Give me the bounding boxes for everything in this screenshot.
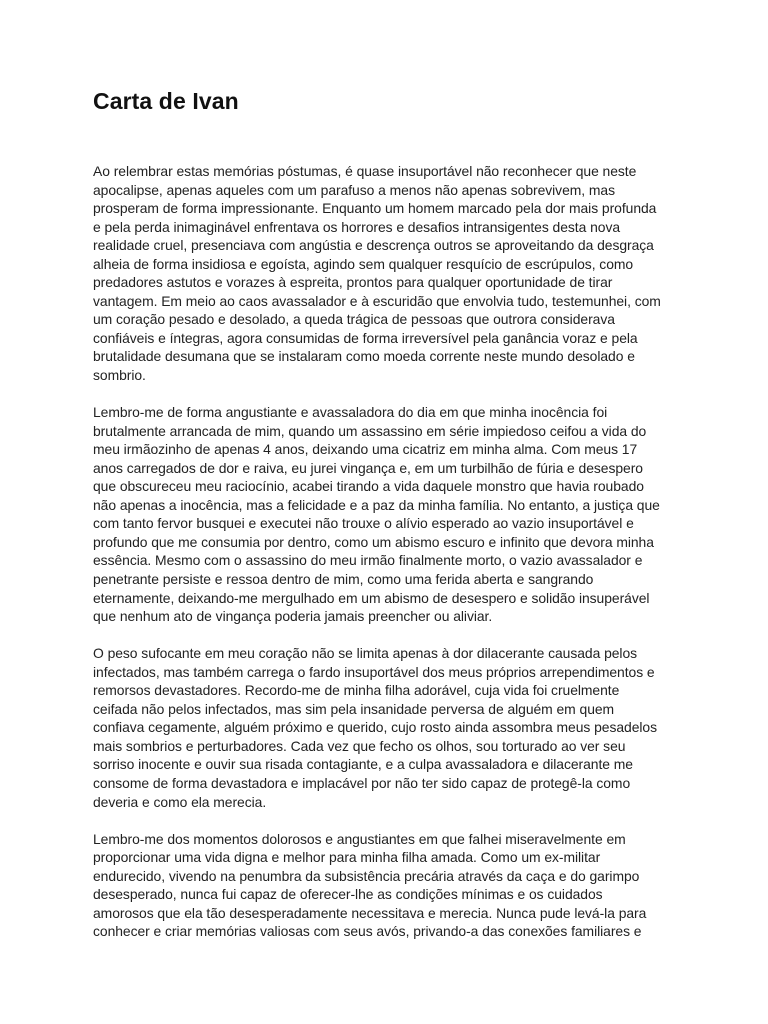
paragraph-2: Lembro-me de forma angustiante e avassaladora do dia em que minha inocência foi brutalmente arrancada de mim, quando um assassino em série impiedoso ceifou a vida do meu irmãozinho de apenas 4 anos, deixando uma cicatriz em minha alma. Com meus 17 anos carregados de dor e raiva, eu jurei vingança e, em um turbilhão de fúria e desespero que obscureceu meu raciocínio, acabei tirando a vida daquele monstro que havia roubado não apenas a inocência, mas a felicidade e a paz da minha família. No entanto, a justiça que com tanto fervor busquei e executei não trouxe o alívio esperado ao vazio insuportável e profundo que me consumia por dentro, como um abismo escuro e infinito que devora minha essência. Mesmo com o assassino do meu irmão finalmente morto, o vazio avassalador e penetrante persiste e ressoa dentro de mim, como uma ferida aberta e sangrando eternamente, deixando-me mergulhado em um abismo de desespero e solidão insuperável que nenhum ato de vingança poderia jamais preencher ou aliviar. <box>93 404 660 625</box>
paragraph-3: O peso sufocante em meu coração não se limita apenas à dor dilacerante causada pelos infectados, mas também carrega o fardo insuportável dos meus próprios arrependimentos e remorsos devastadores. Recordo-me de minha filha adorável, cuja vida foi cruelmente ceifada não pelos infectados, mas sim pela insanidade perversa de alguém em quem confiava cegamente, alguém próximo e querido, cujo rosto ainda assombra meus pesadelos mais sombrios e perturbadores. Cada vez que fecho os olhos, sou torturado ao ver seu sorriso inocente e ouvir sua risada contagiante, e a culpa avassaladora e dilacerante me consome de forma devastadora e implacável por não ter sido capaz de protegê-la como deveria e como ela merecia. <box>93 645 657 810</box>
document-page <box>93 84 675 959</box>
paragraph-1: Ao relembrar estas memórias póstumas, é quase insuportável não reconhecer que neste apocalipse, apenas aqueles com um parafuso a menos não apenas sobrevivem, mas prosperam de forma impressionante. Enquanto um homem marcado pela dor mais profunda e pela perda inimaginável enfrentava os horrores e desafios intransigentes desta nova realidade cruel, presenciava com angústia e descrença outros se aproveitando da desgraça alheia de forma insidiosa e egoísta, agindo sem qualquer resquício de escrúpulos, como predadores astutos e vorazes à espreita, prontos para qualquer oportunidade de tirar vantagem. Em meio ao caos avassalador e à escuridão que envolvia tudo, testemunhei, com um coração pesado e desolado, a queda trágica de pessoas que outrora considerava confiáveis e íntegras, agora consumidas de forma irreversível pela ganância voraz e pela brutalidade desumana que se instalaram como moeda corrente neste mundo desolado e sombrio. <box>93 163 661 384</box>
document-title: Carta de Ivan <box>93 88 239 114</box>
paragraph-4: Lembro-me dos momentos dolorosos e angustiantes em que falhei miseravelmente em proporcionar uma vida digna e melhor para minha filha amada. Como um ex-militar endurecido, vivendo na penumbra da subsistência precária através da caça e do garimpo desesperado, nunca fui capaz de oferecer-lhe as condições mínimas e os cuidados amorosos que ela tão desesperadamente necessitava e merecia. Nunca pude levá-la para conhecer e criar memórias valiosas com seus avós, privando-a das conexões familiares e <box>93 830 647 940</box>
